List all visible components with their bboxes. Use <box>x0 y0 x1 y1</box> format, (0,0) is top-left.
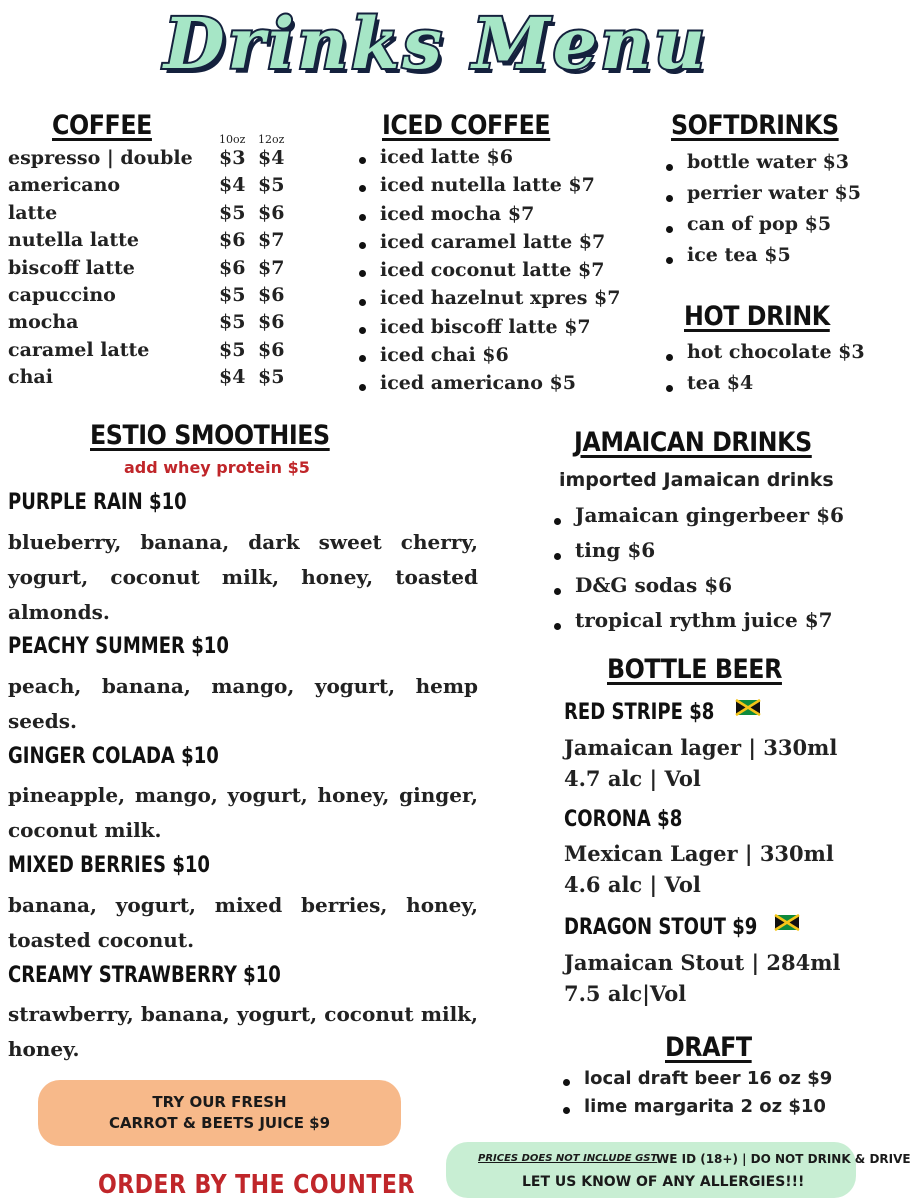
coffee-item-name: latte <box>8 201 58 224</box>
coffee-item-name: chai <box>8 366 53 389</box>
beer-name: DRAGON STOUT $9 <box>564 915 758 940</box>
iced-coffee-list <box>356 146 620 401</box>
promo-line1: TRY OUR FRESH <box>152 1093 287 1111</box>
list-item: iced nutella latte $7 <box>356 174 620 202</box>
order-note: ORDER BY THE COUNTER <box>98 1170 415 1200</box>
beer-name: CORONA $8 <box>564 807 683 832</box>
softdrinks-header: SOFTDRINKS <box>671 110 839 141</box>
smoothie-name: CREAMY STRAWBERRY $10 <box>8 963 281 988</box>
smoothie-name: MIXED BERRIES $10 <box>8 853 210 878</box>
draft-list <box>560 1068 832 1124</box>
coffee-item-name: caramel latte <box>8 338 150 361</box>
list-item: lime margarita 2 oz $10 <box>560 1096 832 1124</box>
coffee-item-name: espresso | double <box>8 147 193 169</box>
list-item: iced latte $6 <box>356 146 620 174</box>
smoothies-header: ESTIO SMOOTHIES <box>90 420 330 451</box>
coffee-price-small: $4 <box>219 174 246 197</box>
beer-desc-line2: 4.7 alc | Vol <box>564 766 701 791</box>
list-item: local draft beer 16 oz $9 <box>560 1068 832 1096</box>
list-item: can of pop $5 <box>663 213 861 244</box>
coffee-price-large: $5 <box>258 366 285 389</box>
coffee-row <box>8 284 298 311</box>
jamaican-header: JAMAICAN DRINKS <box>574 427 812 458</box>
coffee-price-small: $4 <box>219 366 246 389</box>
beer-title-row <box>564 700 760 725</box>
list-item: hot chocolate $3 <box>663 341 865 372</box>
smoothie-name: PURPLE RAIN $10 <box>8 490 187 515</box>
coffee-price-small: $5 <box>219 311 246 334</box>
list-item: Jamaican gingerbeer $6 <box>551 503 844 538</box>
smoothie-desc: strawberry, banana, yogurt, coconut milk, honey. <box>8 1002 478 1061</box>
coffee-price-large: $7 <box>258 229 285 252</box>
beer-desc-line1: Jamaican Stout | 284ml <box>564 950 841 975</box>
id-note: WE ID (18+) | DO NOT DRINK & DRIVE <box>656 1152 911 1166</box>
coffee-price-large: $6 <box>258 311 285 334</box>
coffee-price-small: $6 <box>219 229 246 252</box>
list-item: iced americano $5 <box>356 372 620 400</box>
coffee-price-large: $5 <box>258 174 285 197</box>
softdrinks-list <box>663 151 861 275</box>
draft-header: DRAFT <box>665 1032 752 1063</box>
gst-note: PRICES DOES NOT INCLUDE GST <box>478 1153 658 1164</box>
beer-desc-line2: 4.6 alc | Vol <box>564 872 701 897</box>
list-item: iced caramel latte $7 <box>356 231 620 259</box>
coffee-item-name: americano <box>8 174 121 197</box>
coffee-price-small: $5 <box>219 338 246 361</box>
smoothie-name: GINGER COLADA $10 <box>8 744 219 769</box>
coffee-row <box>8 339 298 366</box>
coffee-price-small: $5 <box>219 283 246 306</box>
coffee-item-name: capuccino <box>8 283 116 306</box>
beer-desc-line2: 7.5 alc|Vol <box>564 981 687 1006</box>
hot-drink-list <box>663 341 865 403</box>
coffee-item-name: mocha <box>8 311 79 334</box>
iced-coffee-header: ICED COFFEE <box>382 110 551 141</box>
coffee-price-large: $6 <box>258 283 285 306</box>
jamaican-subheader: imported Jamaican drinks <box>559 469 834 491</box>
menu-title: Drinks Menu <box>163 2 709 85</box>
list-item: tea $4 <box>663 372 865 403</box>
coffee-price-small: $3 <box>219 147 246 169</box>
smoothie-desc: peach, banana, mango, yogurt, hemp seeds. <box>8 674 478 733</box>
promo-line2: CARROT & BEETS JUICE $9 <box>108 1114 331 1132</box>
coffee-price-large: $6 <box>258 201 285 224</box>
footer-box <box>446 1142 911 1198</box>
smoothie-desc: pineapple, mango, yogurt, honey, ginger, coconut milk. <box>8 783 478 842</box>
jamaican-list <box>551 503 844 643</box>
hot-drink-header: HOT DRINK <box>684 301 830 332</box>
coffee-price-small: $6 <box>219 256 246 279</box>
jamaica-flag-icon <box>775 915 799 930</box>
list-item: ting $6 <box>551 538 844 573</box>
coffee-row <box>8 202 298 229</box>
list-item: iced mocha $7 <box>356 203 620 231</box>
allergy-note: LET US KNOW OF ANY ALLERGIES!!! <box>522 1174 805 1190</box>
jamaica-flag-icon <box>736 700 760 715</box>
promo-box <box>38 1080 401 1146</box>
bottle-beer-header: BOTTLE BEER <box>607 654 782 685</box>
list-item: iced coconut latte $7 <box>356 259 620 287</box>
coffee-item-name: nutella latte <box>8 229 140 252</box>
beer-desc-line1: Jamaican lager | 330ml <box>564 735 838 760</box>
coffee-price-large: $4 <box>258 147 285 169</box>
list-item: iced biscoff latte $7 <box>356 316 620 344</box>
coffee-row <box>8 229 298 256</box>
beer-title-row <box>564 915 799 940</box>
beer-desc-line1: Mexican Lager | 330ml <box>564 841 834 866</box>
coffee-item-name: biscoff latte <box>8 256 135 279</box>
list-item: tropical rythm juice $7 <box>551 608 844 643</box>
coffee-row <box>8 257 298 284</box>
smoothie-desc: blueberry, banana, dark sweet cherry, yogurt, coconut milk, honey, toasted almonds. <box>8 530 478 624</box>
coffee-size-large-header: 12oz <box>258 133 285 146</box>
coffee-price-large: $6 <box>258 338 285 361</box>
list-item: D&G sodas $6 <box>551 573 844 608</box>
beer-name: RED STRIPE $8 <box>564 700 715 725</box>
coffee-header: COFFEE <box>52 110 152 141</box>
list-item: iced chai $6 <box>356 344 620 372</box>
list-item: perrier water $5 <box>663 182 861 213</box>
list-item: bottle water $3 <box>663 151 861 182</box>
coffee-price-large: $7 <box>258 256 285 279</box>
coffee-list <box>8 147 298 394</box>
smoothie-desc: banana, yogurt, mixed berries, honey, toasted coconut. <box>8 893 478 952</box>
smoothie-name: PEACHY SUMMER $10 <box>8 634 229 659</box>
coffee-row <box>8 311 298 338</box>
list-item: ice tea $5 <box>663 244 861 275</box>
coffee-row <box>8 366 298 393</box>
list-item: iced hazelnut xpres $7 <box>356 287 620 315</box>
coffee-row <box>8 174 298 201</box>
coffee-price-small: $5 <box>219 201 246 224</box>
coffee-row <box>8 147 298 174</box>
smoothies-subheader: add whey protein $5 <box>124 458 310 477</box>
coffee-size-small-header: 10oz <box>219 133 246 146</box>
